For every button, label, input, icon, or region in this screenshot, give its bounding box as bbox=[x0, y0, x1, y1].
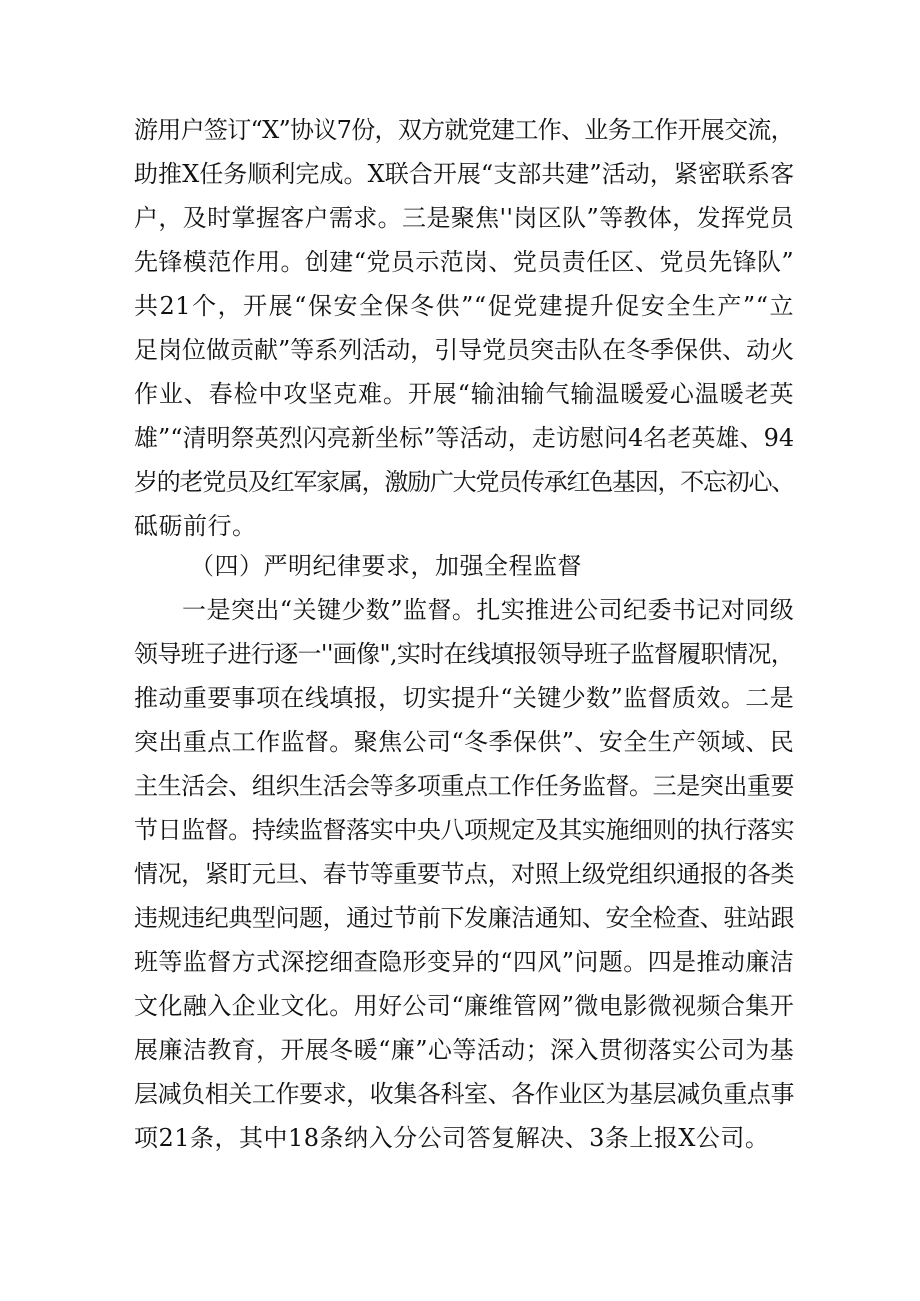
text-line: 砥砺前行。 bbox=[134, 512, 257, 540]
text-line: 层减负相关工作要求，收集各科室、各作业区为基层减负重点事 bbox=[134, 1080, 794, 1108]
text-line: 突出重点工作监督。聚焦公司“冬季保供”、安全生产领域、民 bbox=[134, 728, 794, 756]
text-line: 共21个，开展“保安全保冬供”“促党建提升促安全生产”“立 bbox=[134, 292, 794, 320]
text-line: 主生活会、组织生活会等多项重点工作任务监督。三是突出重要 bbox=[134, 772, 794, 800]
text-line: 户，及时掌握客户需求。三是聚焦''岗区队”等教体，发挥党员 bbox=[134, 204, 794, 232]
text-line: 违规违纪典型问题，通过节前下发廉洁通知、安全检查、驻站跟 bbox=[134, 904, 794, 932]
text-line: 助推X任务顺利完成。X联合开展“支部共建”活动，紧密联系客 bbox=[134, 160, 794, 188]
text-line: 展廉洁教育，开展冬暖“廉”心等活动；深入贯彻落实公司为基 bbox=[134, 1036, 794, 1064]
text-line: 岁的老党员及红军家属，激励广大党员传承红色基因，不忘初心、 bbox=[134, 468, 794, 496]
section-heading: （四）严明纪律要求，加强全程监督 bbox=[190, 552, 582, 580]
text-line: 节日监督。持续监督落实中央八项规定及其实施细则的执行落实 bbox=[134, 816, 794, 844]
text-line: 领导班子进行逐一''画像",实时在线填报领导班子监督履职情况， bbox=[134, 640, 794, 668]
text-line: 游用户签订“X”协议7份，双方就党建工作、业务工作开展交流， bbox=[134, 116, 794, 144]
text-line: 足岗位做贡献”等系列活动，引导党员突击队在冬季保供、动火 bbox=[134, 336, 794, 364]
text-line: 作业、春检中攻坚克难。开展“输油输气输温暖爱心温暖老英 bbox=[134, 380, 794, 408]
text-line: 推动重要事项在线填报，切实提升“关键少数”监督质效。二是 bbox=[134, 684, 794, 712]
text-line: 雄”“清明祭英烈闪亮新坐标”等活动，走访慰问4名老英雄、94 bbox=[134, 424, 794, 452]
text-line: 情况，紧盯元旦、春节等重要节点，对照上级党组织通报的各类 bbox=[134, 860, 794, 888]
text-line: 先锋模范作用。创建“党员示范岗、党员责任区、党员先锋队” bbox=[134, 248, 794, 276]
text-line: 一是突出“关键少数”监督。扎实推进公司纪委书记对同级 bbox=[182, 596, 794, 624]
text-line: 班等监督方式深挖细查隐形变异的“四风”问题。四是推动廉洁 bbox=[134, 948, 794, 976]
text-line: 项21条，其中18条纳入分公司答复解决、3条上报X公司。 bbox=[134, 1124, 770, 1152]
text-line: 文化融入企业文化。用好公司“廉维管网”微电影微视频合集开 bbox=[134, 992, 794, 1020]
